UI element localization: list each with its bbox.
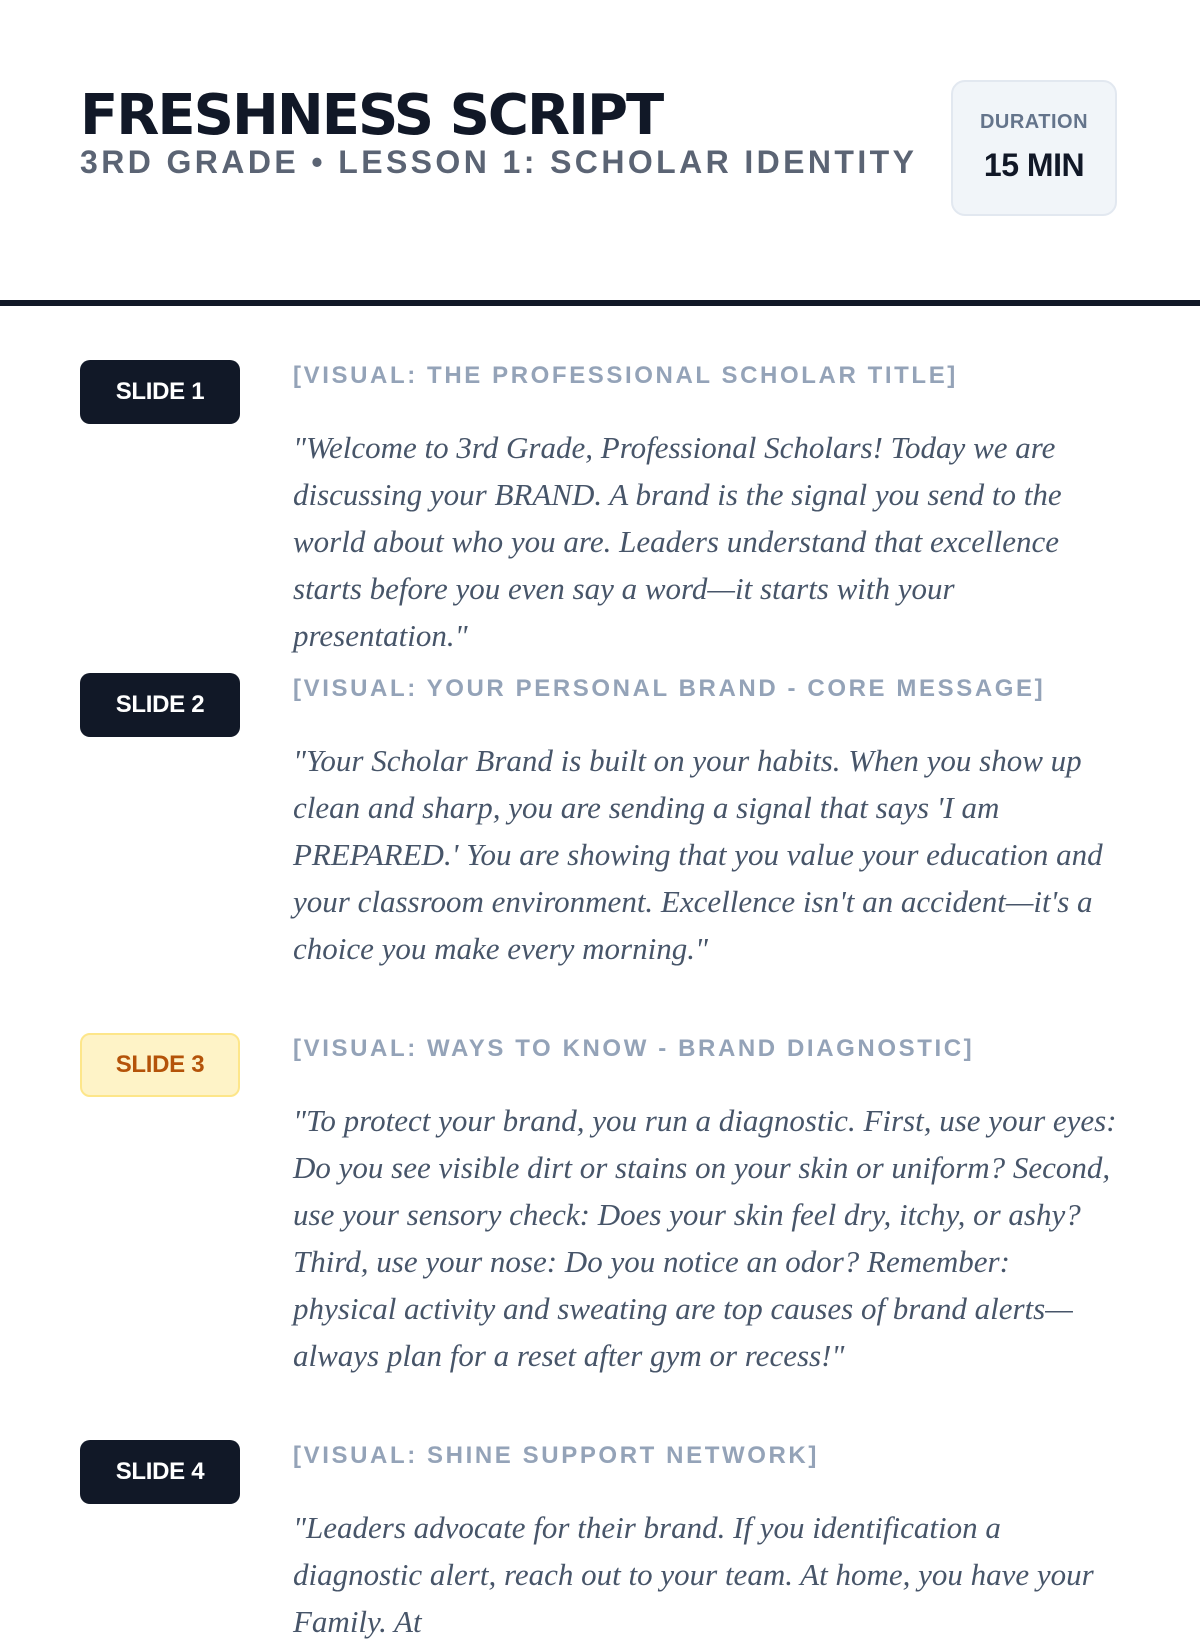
slide-badge: SLIDE 4 — [80, 1440, 240, 1504]
script-text: "To protect your brand, you run a diagnostic. First, use your eyes: Do you see visible dirt or stains on your skin or uniform? Second, use your sensory check: Does your skin feel dry, itchy, or ashy? Third, use your nose: Do you notice an odor? Remember: physical activity and sweating are top causes of brand alerts—always plan for a reset after gym or recess!" — [293, 1103, 1117, 1373]
visual-cue: [VISUAL: SHINE SUPPORT NETWORK] — [293, 1442, 819, 1469]
header — [80, 80, 1120, 220]
visual-cue: [VISUAL: YOUR PERSONAL BRAND - CORE MESSAGE] — [293, 675, 1046, 702]
duration-value: 15 MIN — [983, 147, 1085, 183]
visual-cue: [VISUAL: THE PROFESSIONAL SCHOLAR TITLE] — [293, 362, 958, 389]
header-divider — [0, 300, 1200, 306]
visual-cue: [VISUAL: WAYS TO KNOW - BRAND DIAGNOSTIC] — [293, 1035, 975, 1062]
slide-badge-highlighted: SLIDE 3 — [80, 1033, 240, 1097]
duration-card — [951, 80, 1117, 216]
duration-label: DURATION — [979, 111, 1089, 133]
script-text: "Leaders advocate for their brand. If you identification a diagnostic alert, reach out to your team. At home, you have your Family. At — [293, 1510, 1094, 1639]
page-title: FRESHNESS SCRIPT — [80, 83, 663, 148]
script-text: "Welcome to 3rd Grade, Professional Scholars! Today we are discussing your BRAND. A brand is the signal you send to the world about who you are. Leaders understand that excellence starts before you even say a word—it starts with your presentation." — [293, 430, 1062, 653]
slide-badge: SLIDE 1 — [80, 360, 240, 424]
page-subtitle: 3RD GRADE • LESSON 1: SCHOLAR IDENTITY — [80, 144, 918, 180]
script-text: "Your Scholar Brand is built on your habits. When you show up clean and sharp, you are sending a signal that says 'I am PREPARED.' You are showing that you value your education and your classroom environment. Excellence isn't an accident—it's a choice you make every morning." — [293, 743, 1103, 966]
slide-badge: SLIDE 2 — [80, 673, 240, 737]
